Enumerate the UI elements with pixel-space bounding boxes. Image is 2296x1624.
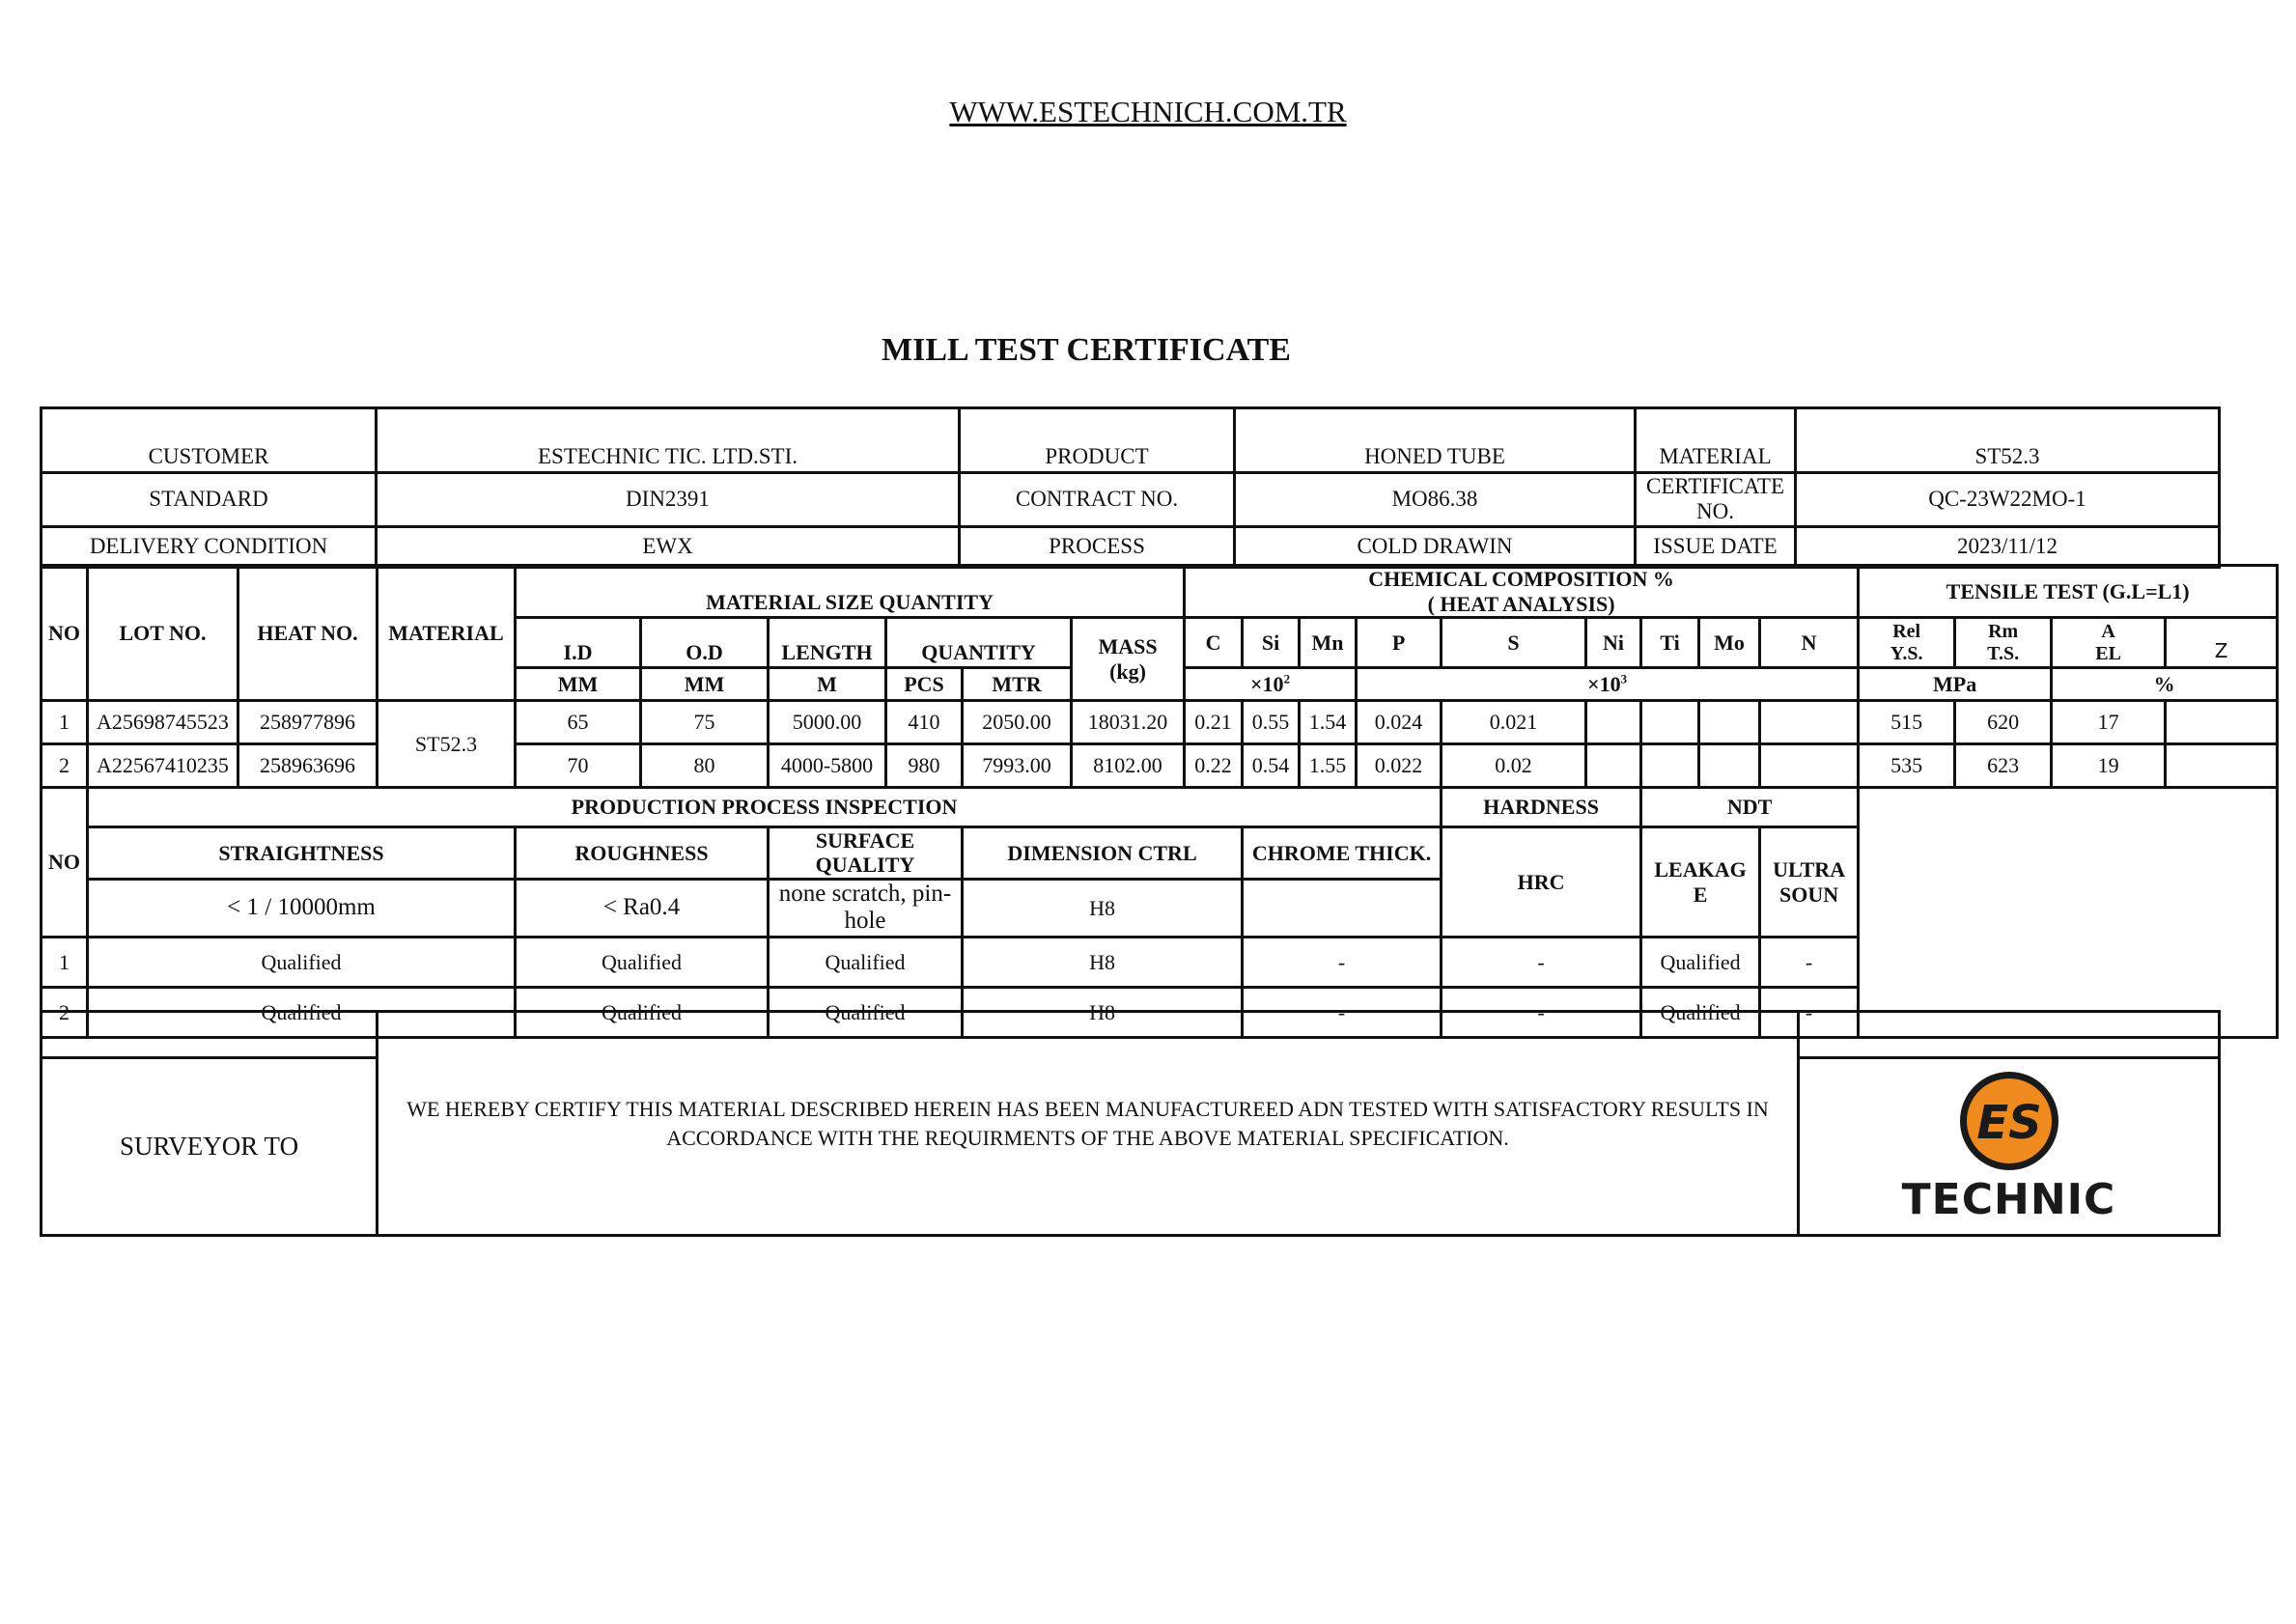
col-lot-no: LOT NO. — [88, 566, 238, 701]
insp-col-chrome: CHROME THICK. — [1243, 827, 1442, 880]
row-z — [2166, 744, 2278, 788]
insp-col-leakage — [1641, 827, 1760, 938]
unit-mtr: MTR — [963, 668, 1072, 701]
company-logo — [1800, 1068, 2218, 1225]
unit-x10-3 — [1357, 668, 1859, 701]
insp-title: PRODUCTION PROCESS INSPECTION — [88, 788, 1442, 827]
row-mn: 1.54 — [1300, 701, 1357, 744]
insp-row-dimension: H8 — [963, 988, 1243, 1038]
insp-col-ultra — [1760, 827, 1859, 938]
es-logo-icon — [1956, 1068, 2062, 1174]
ts-label: T.S. — [1987, 642, 2020, 664]
spec-straightness: < 1 / 10000mm — [88, 879, 516, 938]
row-rel: 535 — [1859, 744, 1955, 788]
contract-value: MO86.38 — [1235, 473, 1636, 527]
unit-x10-3-text: ×10 — [1587, 671, 1621, 696]
unit-percent: % — [2052, 668, 2278, 701]
row-no: 2 — [42, 744, 88, 788]
info-table — [40, 406, 2221, 569]
row-s: 0.021 — [1442, 701, 1586, 744]
insp-row-roughness: Qualified — [516, 938, 769, 988]
col-a — [2052, 618, 2166, 668]
insp-row-ultra: - — [1760, 988, 1859, 1038]
insp-row-dimension: H8 — [963, 938, 1243, 988]
col-chemical — [1185, 566, 1859, 618]
footer-blank-right — [1799, 1012, 2220, 1058]
delivery-value: EWX — [377, 526, 960, 567]
website-url[interactable]: WWW.ESTECHNICH.COM.TR — [949, 95, 1347, 128]
issue-date-value: 2023/11/12 — [1796, 526, 2220, 567]
col-si: Si — [1243, 618, 1300, 668]
row-material: ST52.3 — [378, 701, 516, 788]
row-mtr: 2050.00 — [963, 701, 1072, 744]
ultra-label-1: ULTRA — [1773, 857, 1846, 882]
unit-pcs: PCS — [886, 668, 963, 701]
row-heat: 258977896 — [238, 701, 378, 744]
col-od: O.D — [641, 618, 769, 668]
col-mass — [1072, 618, 1185, 701]
product-value: HONED TUBE — [1235, 408, 1636, 473]
rel-label: Rel — [1892, 620, 1921, 642]
spec-surface: none scratch, pin-hole — [769, 879, 963, 938]
footer-table — [40, 1010, 2221, 1237]
logo-text: TECHNIC — [1901, 1175, 2116, 1225]
cert-line-2: ACCORDANCE WITH THE REQUIRMENTS OF THE ABOVE MATERIAL SPECIFICATION. — [666, 1125, 1509, 1150]
unit-x10-2 — [1185, 668, 1357, 701]
insp-col-hrc: HRC — [1442, 827, 1641, 938]
row-mo — [1699, 744, 1760, 788]
row-mass: 8102.00 — [1072, 744, 1185, 788]
standard-value: DIN2391 — [377, 473, 960, 527]
row-si: 0.55 — [1243, 701, 1300, 744]
row-length: 5000.00 — [769, 701, 886, 744]
col-n: N — [1760, 618, 1859, 668]
row-n — [1760, 701, 1859, 744]
row-mtr: 7993.00 — [963, 744, 1072, 788]
logo-mark-text: ES — [1975, 1096, 2042, 1151]
insp-row-roughness: Qualified — [516, 988, 769, 1038]
col-rm — [1955, 618, 2052, 668]
contract-label: CONTRACT NO. — [960, 473, 1235, 527]
insp-row-no: 2 — [42, 988, 88, 1038]
rm-label: Rm — [1988, 620, 2019, 642]
row-rel: 515 — [1859, 701, 1955, 744]
certificate-label: CERTIFICATE NO. — [1636, 473, 1796, 527]
insp-blank-right — [1859, 788, 2278, 1038]
row-ti — [1641, 701, 1699, 744]
leakage-label-2: E — [1693, 882, 1708, 907]
row-p: 0.022 — [1357, 744, 1442, 788]
row-pcs: 980 — [886, 744, 963, 788]
row-s: 0.02 — [1442, 744, 1586, 788]
unit-x10-2-text: ×10 — [1250, 671, 1284, 696]
row-a: 17 — [2052, 701, 2166, 744]
leakage-label-1: LEAKAG — [1654, 857, 1747, 882]
unit-length: M — [769, 668, 886, 701]
unit-id: MM — [516, 668, 641, 701]
material-value: ST52.3 — [1796, 408, 2220, 473]
insp-col-surface: SURFACE QUALITY — [769, 827, 963, 880]
insp-row-surface: Qualified — [769, 938, 963, 988]
insp-row-chrome: - — [1243, 988, 1442, 1038]
certification-statement — [378, 1012, 1799, 1236]
row-z — [2166, 701, 2278, 744]
process-label: PROCESS — [960, 526, 1235, 567]
col-rel — [1859, 618, 1955, 668]
insp-row-hrc: - — [1442, 988, 1641, 1038]
row-a: 19 — [2052, 744, 2166, 788]
spec-chrome — [1243, 879, 1442, 938]
row-no: 1 — [42, 701, 88, 744]
row-mass: 18031.20 — [1072, 701, 1185, 744]
col-id: I.D — [516, 618, 641, 668]
row-si: 0.54 — [1243, 744, 1300, 788]
unit-mpa: MPa — [1859, 668, 2052, 701]
insp-row-leakage: Qualified — [1641, 938, 1760, 988]
col-material: MATERIAL — [378, 566, 516, 701]
col-s: S — [1442, 618, 1586, 668]
insp-col-dimension: DIMENSION CTRL — [963, 827, 1243, 880]
insp-col-roughness: ROUGHNESS — [516, 827, 769, 880]
issue-date-label: ISSUE DATE — [1636, 526, 1796, 567]
row-od: 80 — [641, 744, 769, 788]
chemical-subtitle: ( HEAT ANALYSIS) — [1427, 591, 1615, 616]
row-p: 0.024 — [1357, 701, 1442, 744]
test-table — [40, 564, 2279, 1039]
unit-exp-3: 3 — [1620, 671, 1628, 686]
ys-label: Y.S. — [1890, 642, 1923, 664]
row-id: 70 — [516, 744, 641, 788]
row-pcs: 410 — [886, 701, 963, 744]
row-c: 0.22 — [1185, 744, 1243, 788]
row-od: 75 — [641, 701, 769, 744]
row-length: 4000-5800 — [769, 744, 886, 788]
col-quantity: QUANTITY — [886, 618, 1072, 668]
standard-label: STANDARD — [42, 473, 377, 527]
insp-row-leakage: Qualified — [1641, 988, 1760, 1038]
page-title: MILL TEST CERTIFICATE — [882, 332, 1291, 368]
certificate-value: QC-23W22MO-1 — [1796, 473, 2220, 527]
col-tensile: TENSILE TEST (G.L=L1) — [1859, 566, 2278, 618]
row-id: 65 — [516, 701, 641, 744]
row-lot: A25698745523 — [88, 701, 238, 744]
ultra-label-2: SOUN — [1779, 882, 1839, 907]
insp-hardness: HARDNESS — [1442, 788, 1641, 827]
col-ti: Ti — [1641, 618, 1699, 668]
row-mn: 1.55 — [1300, 744, 1357, 788]
insp-col-straightness: STRAIGHTNESS — [88, 827, 516, 880]
row-ti — [1641, 744, 1699, 788]
col-z: Z — [2166, 618, 2278, 668]
product-label: PRODUCT — [960, 408, 1235, 473]
spec-roughness: < Ra0.4 — [516, 879, 769, 938]
row-rm: 623 — [1955, 744, 2052, 788]
col-heat-no: HEAT NO. — [238, 566, 378, 701]
col-c: C — [1185, 618, 1243, 668]
insp-row-straightness: Qualified — [88, 938, 516, 988]
insp-ndt: NDT — [1641, 788, 1859, 827]
process-value: COLD DRAWIN — [1235, 526, 1636, 567]
delivery-label: DELIVERY CONDITION — [42, 526, 377, 567]
insp-row-ultra: - — [1760, 938, 1859, 988]
mass-label: MASS — [1098, 634, 1158, 659]
col-no: NO — [42, 566, 88, 701]
insp-row-chrome: - — [1243, 938, 1442, 988]
unit-od: MM — [641, 668, 769, 701]
row-ni — [1586, 701, 1641, 744]
row-rm: 620 — [1955, 701, 2052, 744]
col-size-quantity: MATERIAL SIZE QUANTITY — [516, 566, 1185, 618]
footer-blank-left — [42, 1012, 378, 1058]
row-n — [1760, 744, 1859, 788]
row-ni — [1586, 744, 1641, 788]
col-mn: Mn — [1300, 618, 1357, 668]
spec-dimension: H8 — [963, 879, 1243, 938]
customer-label: CUSTOMER — [42, 408, 377, 473]
el-label: EL — [2095, 642, 2121, 664]
row-lot: A22567410235 — [88, 744, 238, 788]
table-row — [42, 744, 2278, 788]
row-heat: 258963696 — [238, 744, 378, 788]
col-ni: Ni — [1586, 618, 1641, 668]
insp-col-no: NO — [42, 788, 88, 938]
material-label: MATERIAL — [1636, 408, 1796, 473]
unit-exp-2: 2 — [1283, 671, 1291, 686]
row-c: 0.21 — [1185, 701, 1243, 744]
insp-row-no: 1 — [42, 938, 88, 988]
cert-line-1: WE HEREBY CERTIFY THIS MATERIAL DESCRIBED HEREIN HAS BEEN MANUFACTUREED ADN TESTED WITH SATISFACTORY RESULTS IN — [406, 1096, 1769, 1121]
col-length: LENGTH — [769, 618, 886, 668]
logo-cell — [1799, 1058, 2220, 1236]
chemical-title: CHEMICAL COMPOSITION % — [1368, 567, 1674, 592]
mass-unit: (kg) — [1109, 658, 1146, 684]
col-p: P — [1357, 618, 1442, 668]
col-mo: Mo — [1699, 618, 1760, 668]
insp-row-surface: Qualified — [769, 988, 963, 1038]
insp-row-straightness: Qualified — [88, 988, 516, 1038]
customer-value: ESTECHNIC TIC. LTD.STI. — [377, 408, 960, 473]
a-label: A — [2101, 620, 2115, 642]
table-row — [42, 701, 2278, 744]
row-mo — [1699, 701, 1760, 744]
surveyor-label: SURVEYOR TO — [42, 1058, 378, 1236]
insp-row-hrc: - — [1442, 938, 1641, 988]
